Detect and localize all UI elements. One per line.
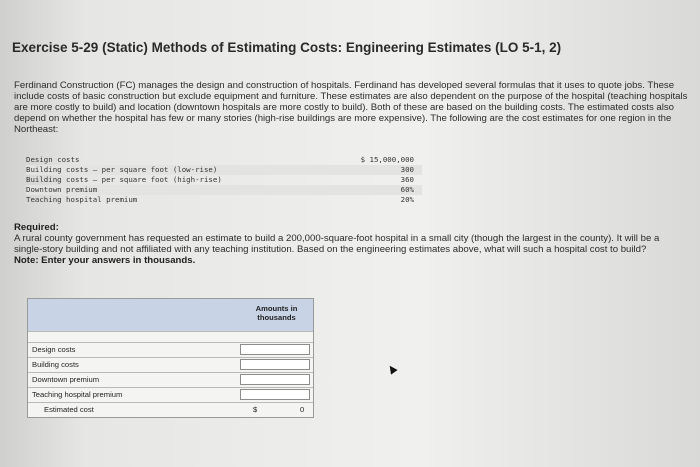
- required-section: [14, 222, 690, 266]
- required-heading: Required:: [14, 222, 59, 233]
- currency-symbol: $: [253, 405, 258, 414]
- table-row-teaching-premium: [28, 387, 313, 402]
- table-row-downtown-premium: [28, 372, 313, 387]
- answer-table: [27, 298, 314, 418]
- required-note: Note: Enter your answers in thousands.: [14, 255, 196, 266]
- amounts-column-header: Amounts in thousands: [255, 304, 298, 322]
- cost-label: Teaching hospital premium: [26, 195, 138, 204]
- cost-label: Downtown premium: [26, 185, 98, 194]
- design-costs-input[interactable]: [240, 344, 310, 355]
- cost-row: [26, 175, 422, 185]
- intro-paragraph: Ferdinand Construction (FC) manages the design and construction of hospitals. Ferdinand has developed several formulas that it uses to quote jobs. These include costs of basic construction but exclude equipment and furniture. These estimates are also dependent on the purpose of the hospital (teaching hospitals are more costly to build) and location (downtown hospitals are more costly to build). Both of these are based on the building costs. The estimated costs also depend on whether the hospital has few or many stories (high-rise buildings are more expensive). The following are the cost estimates for one region in the Northeast:: [14, 80, 688, 135]
- table-row-building-costs: [28, 357, 313, 372]
- row-label: Downtown premium: [32, 375, 100, 384]
- row-label: Teaching hospital premium: [32, 390, 123, 399]
- cost-estimates-table: [26, 155, 422, 205]
- cost-label: Building costs – per square foot (low-rise): [26, 165, 218, 174]
- cost-label: Design costs: [26, 155, 80, 164]
- downtown-premium-input[interactable]: [240, 374, 310, 385]
- cost-row: [26, 185, 422, 195]
- mouse-pointer-icon: [386, 363, 397, 374]
- teaching-premium-input[interactable]: [240, 389, 310, 400]
- cost-value: $ 15,000,000: [360, 155, 414, 164]
- estimated-cost-value: 0: [300, 405, 305, 414]
- answer-table-header: [28, 299, 313, 331]
- row-label: Building costs: [32, 360, 79, 369]
- required-text: A rural county government has requested an estimate to build a 200,000-square-foot hospital in a small city (though the largest in the county). It will be a single-story building and not affiliated with any teaching institution. Based on the engineering estimates above, what will such a hospital cost to build?: [14, 233, 660, 255]
- cost-label: Building costs – per square foot (high-rise): [26, 175, 222, 184]
- cost-value: 60%: [400, 185, 414, 194]
- cost-value: 20%: [400, 195, 414, 204]
- cost-row: [26, 195, 422, 205]
- cost-value: 360: [400, 175, 414, 184]
- cost-value: 300: [400, 165, 414, 174]
- row-label: Estimated cost: [44, 405, 94, 414]
- page-title: Exercise 5-29 (Static) Methods of Estimating Costs: Engineering Estimates (LO 5-1, 2): [12, 40, 562, 55]
- table-row-design-costs: [28, 342, 313, 357]
- building-costs-input[interactable]: [240, 359, 310, 370]
- cost-row: [26, 165, 422, 175]
- cost-row: [26, 155, 422, 165]
- table-spacer-row: [28, 331, 313, 342]
- row-label: Design costs: [32, 345, 76, 354]
- table-row-estimated-cost: [28, 402, 313, 417]
